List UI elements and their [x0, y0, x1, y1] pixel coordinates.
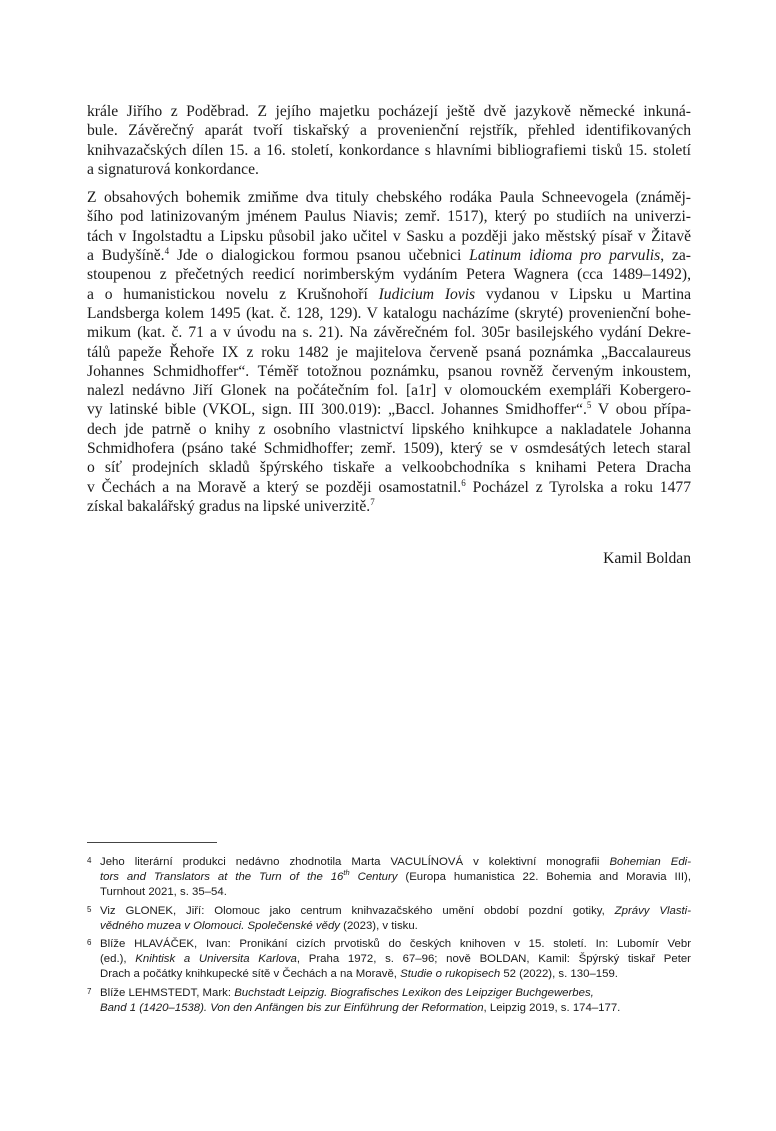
text-line: a signaturová konkordance.	[87, 160, 259, 178]
italic-title: Band 1 (1420–1538). Von den Anfängen bis zur Einführung der Reformation	[100, 1001, 484, 1014]
text-run: vy latinské bible (VKOL, sign. III 300.019): „Baccl. Johannes Smidhoffer“.	[87, 401, 587, 419]
text-run: 52 (2022), s. 130–159.	[500, 968, 618, 981]
footnote-line	[100, 855, 691, 870]
text-run: V obou přípa-	[591, 401, 691, 419]
italic-title: Zprávy Vlasti-	[614, 904, 692, 917]
footnote-ref-5[interactable]: 5	[586, 400, 592, 411]
text-line: stoupenou z přečetných reedicí norimberským vydáním Petera Wagnera (cca 1489–1492),	[87, 266, 691, 284]
footnote-line: Turnhout 2021, s. 35–54.	[100, 886, 227, 899]
text-line: bule. Závěrečný aparát tvoří tiskařský a provenienční rejstřík, přehled identifikovaných	[87, 122, 691, 140]
text-line: tách v Ingolstadtu a Lipsku působil jako učitel v Sasku a později jako městský písař v Žitavě	[87, 227, 691, 245]
text-line	[87, 400, 691, 419]
text-run: , Praha 1972, s. 67–96; nově BOLDAN, Kamil: Špýrský tiskař Peter	[296, 953, 691, 966]
footnote-number: 4	[87, 856, 92, 865]
text-line: nalezl nedávno Jiří Glonek na počátečním fol. [a1r] v olomouckém exempláři Kobergero-	[87, 382, 691, 400]
text-run: získal bakalářský gradus na lipské univerzitě.	[87, 497, 371, 515]
text-line: dech jde patrně o knihy z osobního vlastnictví lipského knihkupce a nakladatele Johanna	[87, 420, 691, 438]
footnote-line	[100, 904, 691, 919]
text-run: vydanou v Lipsku u Martina	[475, 285, 692, 303]
main-text	[87, 102, 691, 516]
footnote-5	[87, 904, 691, 934]
footnote-6	[87, 937, 691, 983]
footnote-7	[87, 986, 691, 1016]
italic-title: Century	[349, 871, 398, 884]
italic-title: Latinum idioma pro parvulis	[469, 247, 661, 265]
text-line: Landsberga kolem 1495 (kat. č. 128, 129). V katalogu nacházíme (skryté) provenienční bohe-	[87, 304, 691, 322]
text-run: a o humanistickou novelu z Krušnohoří	[87, 285, 379, 303]
text-run: Blíže LEHMSTEDT, Mark:	[100, 986, 235, 999]
text-line: knihvazačských dílen 15. a 16. století, konkordance s hlavními bibliografiemi tisků 15. století	[87, 141, 691, 159]
footnote-line	[100, 967, 691, 982]
text-line: šího pod latinizovaným jménem Paulus Niavis; zemř. 1517), který po studiích na univerzi-	[87, 208, 691, 226]
footnote-line	[100, 870, 691, 885]
footnote-line	[100, 919, 691, 934]
footnotes	[87, 852, 691, 1016]
text-run: Viz GLONEK, Jiří: Olomouc jako centrum knihvazačského umění období pozdní gotiky,	[100, 904, 615, 917]
text-run: (2023), v tisku.	[339, 919, 418, 932]
text-run: Jde o dialogickou formou psanou učebnici	[169, 247, 470, 265]
footnote-line	[100, 952, 691, 967]
italic-title: Studie o rukopisech	[400, 968, 501, 981]
footnote-line	[100, 986, 691, 1001]
footnote-ref-4[interactable]: 4	[164, 246, 170, 257]
italic-title: Buchstadt Leipzig. Biografisches Lexikon des Leipziger Buchgewerbes,	[234, 986, 594, 999]
text-line	[87, 285, 691, 304]
text-line	[87, 497, 691, 516]
italic-title: Knihtisk a Universita Karlova	[135, 953, 297, 966]
footnote-separator	[87, 842, 217, 843]
text-line: Johannes Schmidhoffer“. Téměř totožnou poznámku, psanou rovněž červeným inkoustem,	[87, 362, 691, 380]
footnote-ref-6[interactable]: 6	[461, 477, 466, 488]
text-line	[87, 478, 691, 497]
italic-title: tors and Translators at the Turn of the 16	[100, 871, 344, 884]
text-line: krále Jiřího z Poděbrad. Z jejího majetku pocházejí ještě dvě jazykově německé inkuná-	[87, 103, 691, 120]
text-run: Jeho literární produkci nedávno zhodnotila Marta VACULÍNOVÁ v kolektivní monografii	[100, 856, 610, 868]
text-run: v Čechách a na Moravě a který se později osamostatnil.	[87, 478, 462, 496]
footnote-line	[100, 1001, 691, 1016]
footnote-number: 6	[87, 938, 92, 948]
footnote-number: 7	[87, 986, 92, 996]
text-line: mikum (kat. č. 71 a v úvodu na s. 21). Na závěrečném fol. 305r basilejského vydání Dekre-	[87, 324, 691, 342]
text-line: Z obsahových bohemik zmiňme dva tituly chebského rodáka Paula Schneevogela (známěj-	[87, 189, 691, 207]
text-run: , za-	[660, 247, 692, 265]
paragraph-1	[87, 102, 691, 179]
text-line	[87, 246, 691, 265]
text-run: Drach a počátky knihkupecké sítě v Čechách a na Moravě,	[100, 968, 401, 981]
text-run: , Leipzig 2019, s. 174–177.	[483, 1001, 621, 1014]
italic-title: Bohemian Edi-	[609, 856, 692, 868]
text-run: (ed.),	[100, 953, 136, 966]
paragraph-2	[87, 188, 691, 516]
text-run: a Budyšíně.	[87, 247, 165, 265]
superscript: th	[343, 868, 350, 878]
text-line: Schmidhofera (psáno také Schmidhoffer; zemř. 1509), který se v osmdesátých letech staral	[87, 440, 691, 458]
text-run: Pocházel z Tyrolska a roku 1477	[465, 478, 691, 496]
text-run: (Europa humanistica 22. Bohemia and Moravia III),	[397, 871, 691, 884]
text-line: tálů papeže Řehoře IX z roku 1482 je majitelova červeně psaná poznámka „Baccalaureus	[87, 343, 691, 361]
text-line: o síť prodejních skladů špýrského tiskaře a velkoobchodníka s knihami Petera Dracha	[87, 459, 691, 477]
footnote-4	[87, 855, 691, 901]
author-signature: Kamil Boldan	[603, 550, 691, 567]
footnote-number: 5	[87, 904, 92, 914]
italic-title: vědného muzea v Olomouci. Společenské vědy	[100, 919, 340, 932]
footnote-line: Blíže HLAVÁČEK, Ivan: Pronikání cizích prvotisků do českých knihoven v 15. století. In: Lubomír Vebr	[100, 938, 691, 951]
italic-title: Iudicium Iovis	[378, 285, 476, 303]
footnote-ref-7[interactable]: 7	[370, 496, 375, 507]
